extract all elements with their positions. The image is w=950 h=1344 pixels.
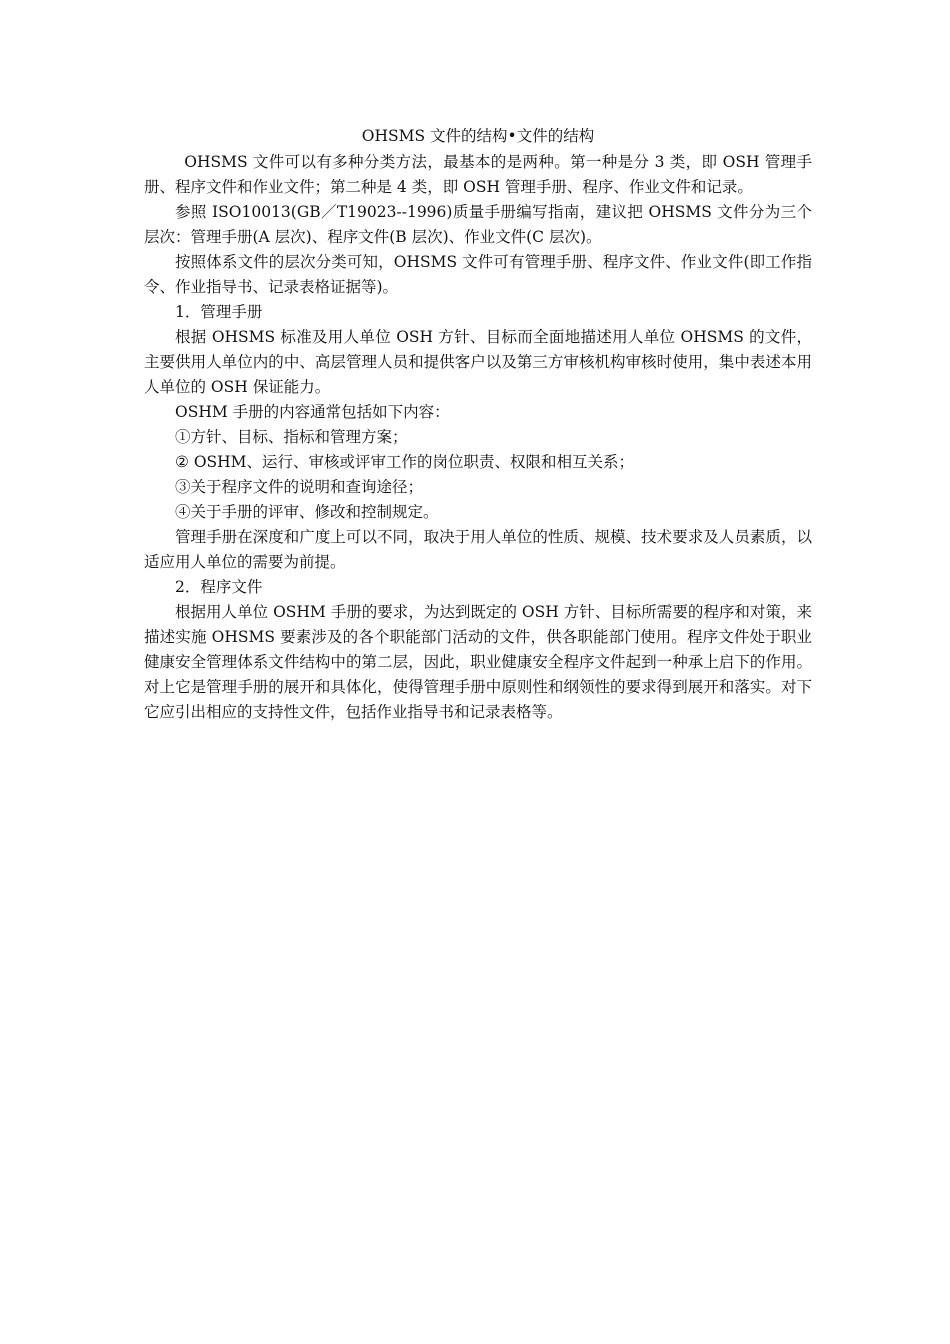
- list-item-2: ② OSHM、运行、审核或评审工作的岗位职责、权限和相互关系；: [175, 453, 635, 471]
- paragraph-manual-description: 根据 OHSMS 标准及用人单位 OSH 方针、目标而全面地描述用人单位 OHSMS 的文件，主要供用人单位内的中、高层管理人员和提供客户以及第三方审核机构审核时使用，集中表述本用人单位的 OSH 保证能力。: [144, 328, 812, 396]
- list-item-1: ①方针、目标、指标和管理方案；: [175, 428, 408, 446]
- document-body: [144, 124, 812, 725]
- list-item-3: ③关于程序文件的说明和查询途径；: [175, 478, 424, 496]
- document-title: OHSMS 文件的结构•文件的结构: [361, 127, 595, 145]
- list-item-4: ④关于手册的评审、修改和控制规定。: [175, 503, 439, 521]
- paragraph-hierarchy: 按照体系文件的层次分类可知，OHSMS 文件可有管理手册、程序文件、作业文件(即工作指令、作业指导书、记录表格证据等)。: [144, 253, 812, 296]
- paragraph-manual-contents-intro: OSHM 手册的内容通常包括如下内容：: [175, 403, 450, 421]
- paragraph-classification: OHSMS 文件可以有多种分类方法，最基本的是两种。第一种是分 3 类，即 OSH 管理手册、程序文件和作业文件；第二种是 4 类，即 OSH 管理手册、程序、作业文件和记录。: [144, 153, 812, 196]
- heading-procedure-documents: 2．程序文件: [175, 578, 263, 596]
- paragraph-manual-depth: 管理手册在深度和广度上可以不同，取决于用人单位的性质、规模、技术要求及人员素质，以适应用人单位的需要为前提。: [144, 528, 812, 571]
- paragraph-procedure-description: 根据用人单位 OSHM 手册的要求，为达到既定的 OSH 方针、目标所需要的程序和对策，来描述实施 OHSMS 要素涉及的各个职能部门活动的文件，供各职能部门使用。程序文件处于职业健康安全管理体系文件结构中的第二层，因此，职业健康安全程序文件起到一种承上启下的作用。对上它是管理手册的展开和具体化，使得管理手册中原则性和纲领性的要求得到展开和落实。对下它应引出相应的支持性文件，包括作业指导书和记录表格等。: [144, 603, 812, 721]
- heading-management-manual: 1．管理手册: [175, 303, 263, 321]
- paragraph-iso-reference: 参照 ISO10013(GB／T19023--1996)质量手册编写指南，建议把 OHSMS 文件分为三个层次：管理手册(A 层次)、程序文件(B 层次)、作业文件(C 层次)。: [144, 203, 812, 246]
